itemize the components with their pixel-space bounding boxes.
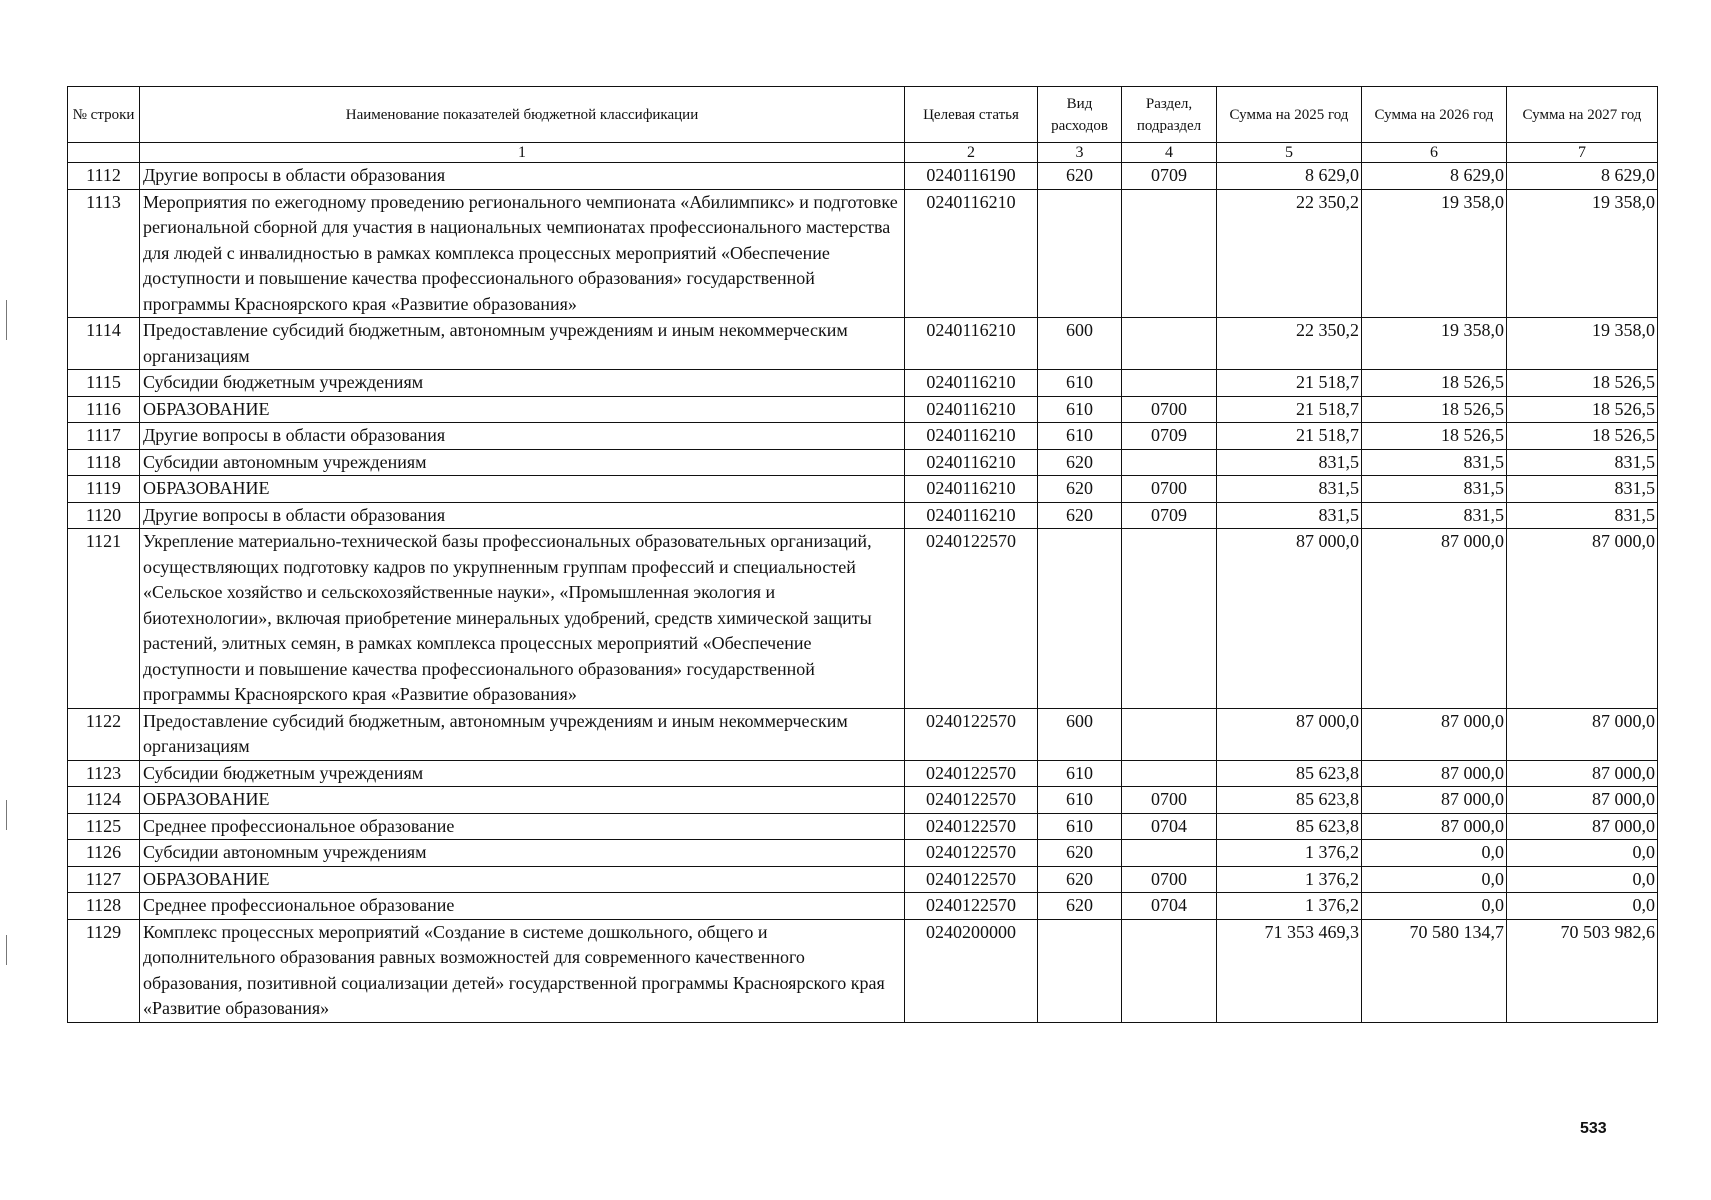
section-code: 0700 — [1122, 476, 1217, 503]
section-code: 0709 — [1122, 423, 1217, 450]
table-row — [68, 476, 1658, 503]
row-number: 1117 — [68, 423, 140, 450]
indicator-name: Среднее профессиональное образование — [140, 813, 905, 840]
table-row — [68, 529, 1658, 709]
column-number — [68, 143, 140, 163]
sum-2026: 87 000,0 — [1362, 760, 1507, 787]
section-code: 0700 — [1122, 866, 1217, 893]
column-number: 1 — [140, 143, 905, 163]
sum-2025: 831,5 — [1217, 476, 1362, 503]
sum-2027: 87 000,0 — [1507, 787, 1658, 814]
row-number: 1113 — [68, 189, 140, 318]
section-code — [1122, 840, 1217, 867]
table-row — [68, 919, 1658, 1022]
target-article: 0240116210 — [905, 318, 1038, 370]
row-number: 1122 — [68, 708, 140, 760]
indicator-name: Предоставление субсидий бюджетным, автономным учреждениям и иным некоммерческим организациям — [140, 708, 905, 760]
indicator-name: ОБРАЗОВАНИЕ — [140, 396, 905, 423]
section-code: 0704 — [1122, 893, 1217, 920]
table-row — [68, 318, 1658, 370]
sum-2026: 87 000,0 — [1362, 529, 1507, 709]
row-number: 1124 — [68, 787, 140, 814]
expense-type: 610 — [1038, 760, 1122, 787]
indicator-name: Субсидии автономным учреждениям — [140, 449, 905, 476]
sum-2027: 0,0 — [1507, 840, 1658, 867]
sum-2027: 8 629,0 — [1507, 163, 1658, 190]
expense-type: 620 — [1038, 163, 1122, 190]
expense-type: 620 — [1038, 840, 1122, 867]
section-code — [1122, 708, 1217, 760]
row-number: 1128 — [68, 893, 140, 920]
sum-2025: 87 000,0 — [1217, 708, 1362, 760]
header-sum-2025: Сумма на 2025 год — [1217, 87, 1362, 143]
indicator-name: Укрепление материально-технической базы профессиональных образовательных организаций, осуществляющих подготовку кадров по укрупненным группам профессий и специальностей «Сельское хозяйство и сельскохозяйственные науки», «Промышленная экология и биотехнологии», включая приобретение минеральных удобрений, средств химической защиты растений, элитных семян, в рамках комплекса процессных мероприятий «Обеспечение доступности и повышение качества профессионального образования» государственной программы Красноярского края «Развитие образования» — [140, 529, 905, 709]
sum-2026: 0,0 — [1362, 866, 1507, 893]
target-article: 0240116210 — [905, 476, 1038, 503]
target-article: 0240116210 — [905, 449, 1038, 476]
sum-2027: 831,5 — [1507, 449, 1658, 476]
target-article: 0240116210 — [905, 502, 1038, 529]
target-article: 0240122570 — [905, 708, 1038, 760]
expense-type: 620 — [1038, 893, 1122, 920]
indicator-name: Другие вопросы в области образования — [140, 163, 905, 190]
sum-2026: 87 000,0 — [1362, 813, 1507, 840]
sum-2026: 18 526,5 — [1362, 423, 1507, 450]
section-code — [1122, 529, 1217, 709]
expense-type: 620 — [1038, 866, 1122, 893]
sum-2025: 8 629,0 — [1217, 163, 1362, 190]
sum-2025: 87 000,0 — [1217, 529, 1362, 709]
sum-2025: 21 518,7 — [1217, 423, 1362, 450]
table-row — [68, 866, 1658, 893]
table-row — [68, 449, 1658, 476]
row-number: 1119 — [68, 476, 140, 503]
sum-2027: 18 526,5 — [1507, 423, 1658, 450]
indicator-name: Субсидии автономным учреждениям — [140, 840, 905, 867]
indicator-name: ОБРАЗОВАНИЕ — [140, 476, 905, 503]
sum-2027: 70 503 982,6 — [1507, 919, 1658, 1022]
sum-2027: 19 358,0 — [1507, 189, 1658, 318]
sum-2025: 1 376,2 — [1217, 893, 1362, 920]
row-number: 1118 — [68, 449, 140, 476]
row-number: 1126 — [68, 840, 140, 867]
indicator-name: Мероприятия по ежегодному проведению регионального чемпионата «Абилимпикс» и подготовке региональной сборной для участия в национальных чемпионатах профессионального мастерства для людей с инвалидностью в рамках комплекса процессных мероприятий «Обеспечение доступности и повышение качества профессионального образования» государственной программы Красноярского края «Развитие образования» — [140, 189, 905, 318]
sum-2027: 87 000,0 — [1507, 708, 1658, 760]
sum-2026: 0,0 — [1362, 840, 1507, 867]
target-article: 0240122570 — [905, 529, 1038, 709]
sum-2027: 87 000,0 — [1507, 529, 1658, 709]
row-number: 1127 — [68, 866, 140, 893]
table-row — [68, 760, 1658, 787]
target-article: 0240116210 — [905, 370, 1038, 397]
target-article: 0240122570 — [905, 787, 1038, 814]
table-row — [68, 813, 1658, 840]
target-article: 0240116190 — [905, 163, 1038, 190]
sum-2027: 0,0 — [1507, 893, 1658, 920]
target-article: 0240200000 — [905, 919, 1038, 1022]
table-row — [68, 189, 1658, 318]
row-number: 1120 — [68, 502, 140, 529]
row-number: 1123 — [68, 760, 140, 787]
column-number: 2 — [905, 143, 1038, 163]
section-code: 0704 — [1122, 813, 1217, 840]
sum-2025: 71 353 469,3 — [1217, 919, 1362, 1022]
sum-2026: 87 000,0 — [1362, 787, 1507, 814]
section-code — [1122, 760, 1217, 787]
sum-2025: 831,5 — [1217, 502, 1362, 529]
sum-2025: 1 376,2 — [1217, 840, 1362, 867]
indicator-name: Другие вопросы в области образования — [140, 502, 905, 529]
sum-2025: 85 623,8 — [1217, 813, 1362, 840]
header-indicator-name: Наименование показателей бюджетной классификации — [140, 87, 905, 143]
scan-mark — [6, 300, 7, 340]
expense-type: 600 — [1038, 318, 1122, 370]
sum-2027: 87 000,0 — [1507, 813, 1658, 840]
column-number: 6 — [1362, 143, 1507, 163]
sum-2027: 18 526,5 — [1507, 370, 1658, 397]
section-code: 0709 — [1122, 502, 1217, 529]
expense-type: 600 — [1038, 708, 1122, 760]
expense-type: 610 — [1038, 787, 1122, 814]
sum-2026: 831,5 — [1362, 502, 1507, 529]
sum-2025: 21 518,7 — [1217, 370, 1362, 397]
section-code — [1122, 919, 1217, 1022]
section-code — [1122, 370, 1217, 397]
expense-type: 620 — [1038, 476, 1122, 503]
table-row — [68, 787, 1658, 814]
table-row — [68, 396, 1658, 423]
section-code — [1122, 189, 1217, 318]
table-row — [68, 708, 1658, 760]
header-target-article: Целевая статья — [905, 87, 1038, 143]
expense-type — [1038, 529, 1122, 709]
table-row — [68, 423, 1658, 450]
sum-2027: 19 358,0 — [1507, 318, 1658, 370]
expense-type — [1038, 189, 1122, 318]
row-number: 1129 — [68, 919, 140, 1022]
sum-2026: 0,0 — [1362, 893, 1507, 920]
table-header — [68, 87, 1658, 163]
section-code — [1122, 318, 1217, 370]
indicator-name: Другие вопросы в области образования — [140, 423, 905, 450]
sum-2025: 22 350,2 — [1217, 318, 1362, 370]
target-article: 0240122570 — [905, 760, 1038, 787]
sum-2026: 87 000,0 — [1362, 708, 1507, 760]
column-number: 7 — [1507, 143, 1658, 163]
indicator-name: ОБРАЗОВАНИЕ — [140, 866, 905, 893]
row-number: 1114 — [68, 318, 140, 370]
header-section: Раздел, подраздел — [1122, 87, 1217, 143]
section-code: 0700 — [1122, 787, 1217, 814]
sum-2026: 18 526,5 — [1362, 370, 1507, 397]
expense-type: 610 — [1038, 423, 1122, 450]
target-article: 0240116210 — [905, 423, 1038, 450]
expense-type: 620 — [1038, 449, 1122, 476]
sum-2025: 1 376,2 — [1217, 866, 1362, 893]
sum-2027: 831,5 — [1507, 476, 1658, 503]
sum-2026: 19 358,0 — [1362, 189, 1507, 318]
indicator-name: Комплекс процессных мероприятий «Создание в системе дошкольного, общего и дополнительного образования равных возможностей для современного качественного образования, позитивной социализации детей» государственной программы Красноярского края «Развитие образования» — [140, 919, 905, 1022]
section-code: 0700 — [1122, 396, 1217, 423]
indicator-name: Субсидии бюджетным учреждениям — [140, 760, 905, 787]
sum-2027: 87 000,0 — [1507, 760, 1658, 787]
section-code — [1122, 449, 1217, 476]
column-number-row — [68, 143, 1658, 163]
sum-2026: 831,5 — [1362, 476, 1507, 503]
budget-table-sheet — [67, 86, 1657, 1023]
sum-2025: 22 350,2 — [1217, 189, 1362, 318]
sum-2026: 18 526,5 — [1362, 396, 1507, 423]
header-row-number: № строки — [68, 87, 140, 143]
target-article: 0240122570 — [905, 866, 1038, 893]
target-article: 0240122570 — [905, 840, 1038, 867]
budget-table — [67, 86, 1658, 1023]
indicator-name: ОБРАЗОВАНИЕ — [140, 787, 905, 814]
indicator-name: Предоставление субсидий бюджетным, автономным учреждениям и иным некоммерческим организациям — [140, 318, 905, 370]
row-number: 1125 — [68, 813, 140, 840]
sum-2025: 85 623,8 — [1217, 787, 1362, 814]
expense-type — [1038, 919, 1122, 1022]
table-row — [68, 370, 1658, 397]
scan-mark — [6, 935, 7, 965]
table-row — [68, 893, 1658, 920]
page-number: 533 — [1580, 1120, 1607, 1137]
row-number: 1112 — [68, 163, 140, 190]
expense-type: 610 — [1038, 813, 1122, 840]
table-body — [68, 163, 1658, 1023]
sum-2026: 70 580 134,7 — [1362, 919, 1507, 1022]
column-number: 5 — [1217, 143, 1362, 163]
sum-2026: 8 629,0 — [1362, 163, 1507, 190]
table-row — [68, 163, 1658, 190]
indicator-name: Среднее профессиональное образование — [140, 893, 905, 920]
target-article: 0240116210 — [905, 189, 1038, 318]
expense-type: 620 — [1038, 502, 1122, 529]
sum-2025: 85 623,8 — [1217, 760, 1362, 787]
row-number: 1116 — [68, 396, 140, 423]
column-number: 4 — [1122, 143, 1217, 163]
sum-2027: 18 526,5 — [1507, 396, 1658, 423]
indicator-name: Субсидии бюджетным учреждениям — [140, 370, 905, 397]
table-row — [68, 840, 1658, 867]
sum-2027: 0,0 — [1507, 866, 1658, 893]
sum-2027: 831,5 — [1507, 502, 1658, 529]
row-number: 1121 — [68, 529, 140, 709]
expense-type: 610 — [1038, 396, 1122, 423]
expense-type: 610 — [1038, 370, 1122, 397]
sum-2025: 21 518,7 — [1217, 396, 1362, 423]
sum-2025: 831,5 — [1217, 449, 1362, 476]
sum-2026: 831,5 — [1362, 449, 1507, 476]
section-code: 0709 — [1122, 163, 1217, 190]
target-article: 0240122570 — [905, 813, 1038, 840]
target-article: 0240122570 — [905, 893, 1038, 920]
header-expense-type: Вид расходов — [1038, 87, 1122, 143]
header-sum-2026: Сумма на 2026 год — [1362, 87, 1507, 143]
header-sum-2027: Сумма на 2027 год — [1507, 87, 1658, 143]
table-row — [68, 502, 1658, 529]
sum-2026: 19 358,0 — [1362, 318, 1507, 370]
target-article: 0240116210 — [905, 396, 1038, 423]
column-number: 3 — [1038, 143, 1122, 163]
scan-mark — [6, 800, 7, 830]
row-number: 1115 — [68, 370, 140, 397]
